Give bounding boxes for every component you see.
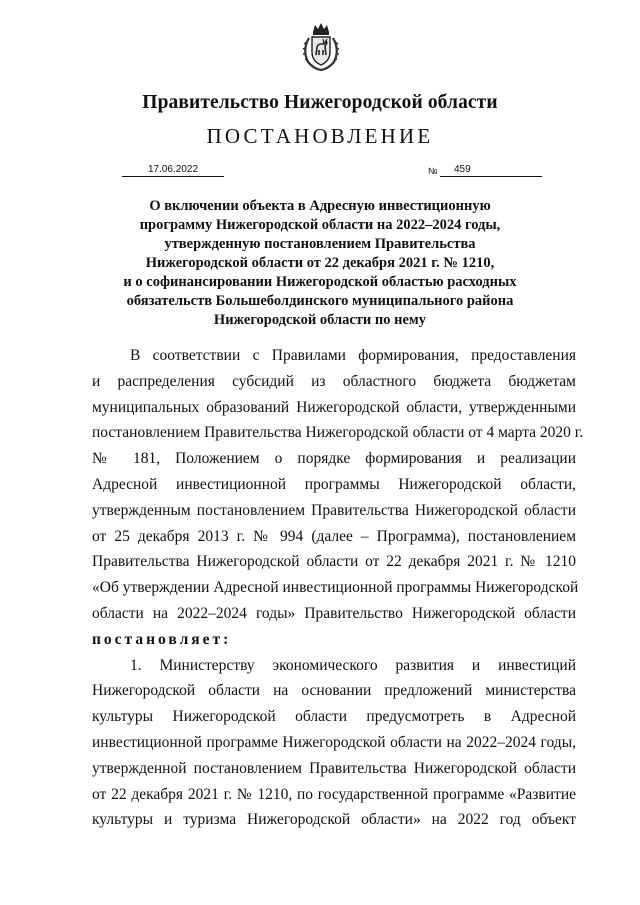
body-line: постановлением Правительства Нижегородской области от 4 марта 2020 г. bbox=[92, 424, 584, 442]
document-date: 17.06.2022 bbox=[122, 164, 224, 177]
body-line: Правительства Нижегородской области от 22 декабря 2021 г. № 1210 bbox=[92, 553, 576, 571]
body-line: Нижегородской области на основании предложений министерства bbox=[92, 682, 576, 700]
subject-line: О включении объекта в Адресную инвестиционную bbox=[149, 198, 491, 214]
government-name: Правительство Нижегородской области bbox=[142, 92, 498, 113]
body-line: культуры и туризма Нижегородской области» на 2022 год объект bbox=[92, 811, 576, 829]
coat-of-arms-icon bbox=[300, 22, 342, 72]
body-line: и распределения субсидий из областного бюджета бюджетам bbox=[92, 372, 576, 390]
body-line: Адресной инвестиционной программы Нижегородской области, bbox=[92, 475, 576, 493]
resolution-keyword: постановляет: bbox=[92, 630, 232, 648]
body-line: инвестиционной программе Нижегородской области на 2022–2024 годы, bbox=[92, 733, 576, 751]
subject-line: утвержденную постановлением Правительства bbox=[164, 236, 476, 252]
body-line: В соответствии с Правилами формирования, предоставления bbox=[130, 347, 576, 364]
body-line: муниципальных образований Нижегородской области, утвержденными bbox=[92, 398, 576, 416]
body-line: от 25 декабря 2013 г. № 994 (далее – Программа), постановлением bbox=[92, 527, 576, 545]
body-line: от 22 декабря 2021 г. № 1210, по государственной программе «Развитие bbox=[92, 785, 576, 803]
subject-line: обязательств Большеболдинского муниципального района bbox=[126, 293, 514, 309]
body-line: культуры Нижегородской области предусмотреть в Адресной bbox=[92, 708, 576, 726]
document-body bbox=[92, 343, 584, 833]
document-number: 459 bbox=[440, 164, 542, 177]
body-line: 1. Министерству экономического развития и инвестиций bbox=[130, 656, 576, 674]
number-label: № bbox=[428, 166, 438, 176]
document-type: ПОСТАНОВЛЕНИЕ bbox=[206, 124, 434, 148]
subject-line: Нижегородской области по нему bbox=[213, 312, 427, 328]
subject-line: Нижегородской области от 22 декабря 2021 г. № 1210, bbox=[145, 255, 495, 271]
document-subject bbox=[80, 197, 560, 330]
body-line: № 181, Положением о порядке формирования и реализации bbox=[92, 450, 576, 468]
body-line: утвержденным постановлением Правительства Нижегородской области bbox=[92, 501, 576, 519]
subject-line: программу Нижегородской области на 2022–2024 годы, bbox=[139, 217, 501, 233]
body-line: «Об утверждении Адресной инвестиционной программы Нижегородской bbox=[92, 579, 579, 597]
subject-line: и о софинансировании Нижегородской областью расходных bbox=[123, 274, 517, 290]
body-line: области на 2022–2024 годы» Правительство Нижегородской области bbox=[92, 604, 576, 622]
body-line: утвержденной постановлением Правительства Нижегородской области bbox=[92, 759, 576, 777]
